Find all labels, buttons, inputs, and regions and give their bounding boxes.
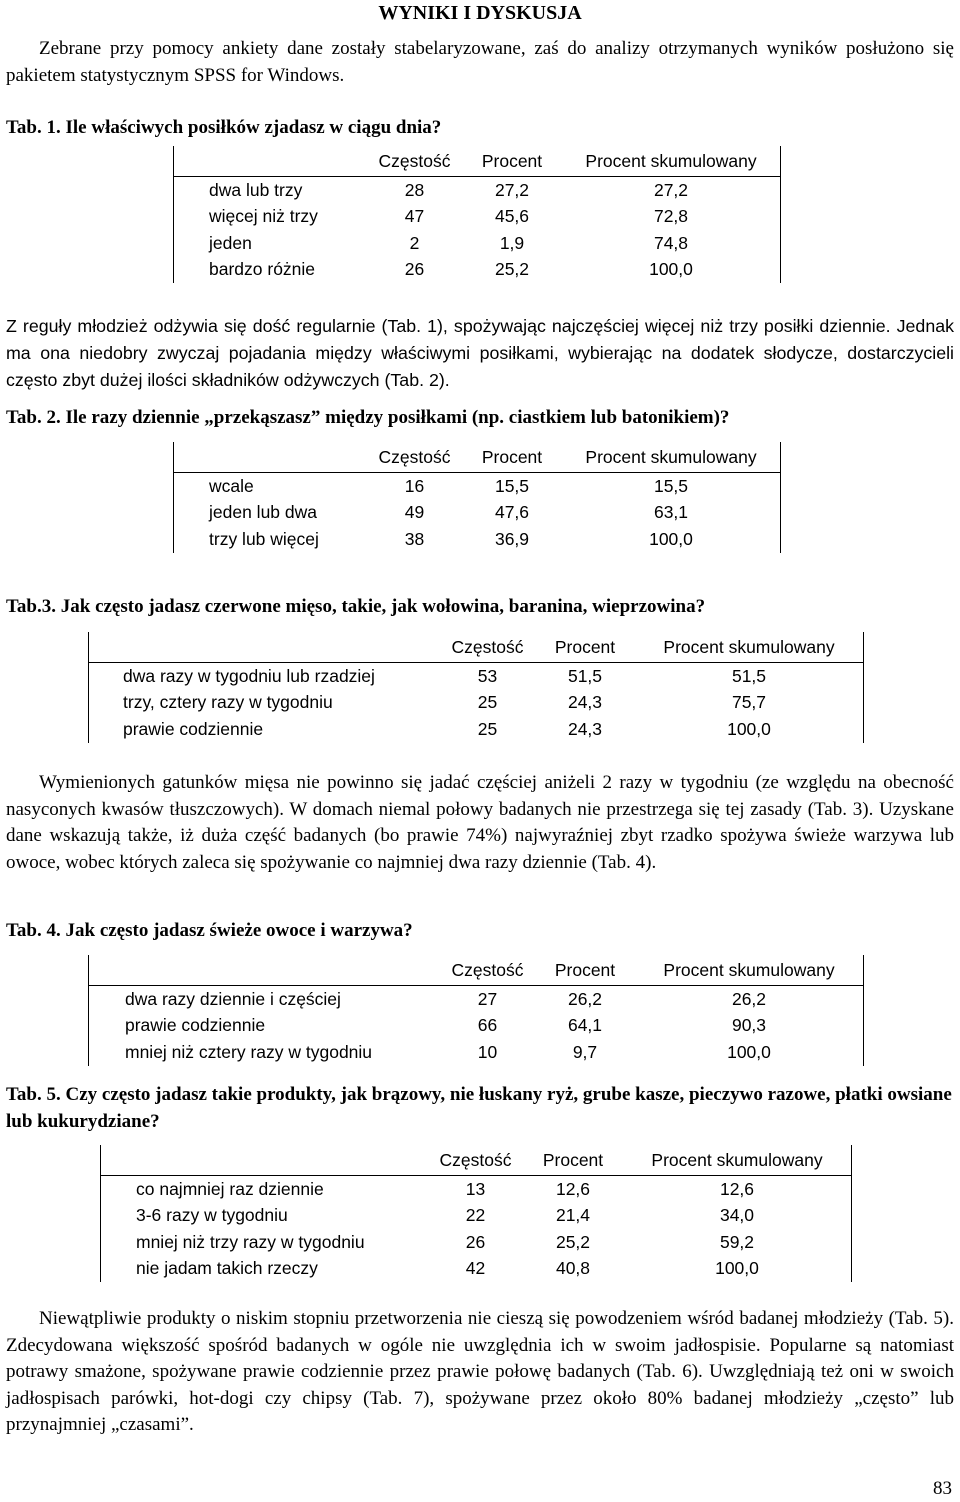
header-frequency: Częstość — [439, 1149, 512, 1170]
paragraph-after-tab1: Z reguły młodzież odżywia się dość regularnie (Tab. 1), spożywając najczęściej więcej niż trzy posiłki dziennie. Jednak ma ona niedobry zwyczaj pojadania między właściwymi posiłkami, wybierając na dodatek słodycze, dostarczycieli często zbyt dużej ilości składników odżywczych (Tab. 2). — [6, 316, 954, 390]
row-cumulative: 34,0 — [623, 1203, 852, 1230]
table-row — [174, 204, 781, 231]
row-cumulative: 100,0 — [635, 1039, 864, 1066]
header-label — [101, 1145, 429, 1176]
row-percent: 25,2 — [494, 259, 530, 280]
row-percent: 24,3 — [567, 692, 603, 713]
row-cumulative: 100,0 — [562, 526, 781, 553]
row-frequency: 49 — [404, 502, 425, 523]
row-percent: 9,7 — [572, 1041, 598, 1062]
header-label — [89, 955, 441, 986]
table-1 — [173, 146, 781, 283]
row-cumulative: 51,5 — [635, 663, 864, 690]
table-row — [89, 986, 864, 1013]
header-frequency: Częstość — [451, 636, 524, 657]
row-label: co najmniej raz dziennie — [101, 1176, 429, 1203]
header-percent: Procent — [481, 150, 543, 171]
row-cumulative: 26,2 — [635, 986, 864, 1013]
row-label: dwa razy dziennie i częściej — [89, 986, 441, 1013]
row-frequency: 27 — [477, 988, 498, 1009]
row-cumulative: 72,8 — [562, 204, 781, 231]
row-label: więcej niż trzy — [174, 204, 368, 231]
header-cumulative: Procent skumulowany — [562, 146, 781, 177]
table-row — [101, 1203, 852, 1230]
row-frequency: 2 — [409, 232, 420, 253]
header-percent: Procent — [542, 1149, 604, 1170]
row-percent: 27,2 — [494, 179, 530, 200]
row-frequency: 38 — [404, 528, 425, 549]
row-frequency: 66 — [477, 1015, 498, 1036]
table-4 — [88, 955, 864, 1066]
table-3 — [88, 632, 864, 743]
row-label: mniej niż trzy razy w tygodniu — [101, 1229, 429, 1256]
row-frequency: 22 — [465, 1205, 486, 1226]
row-frequency: 25 — [477, 692, 498, 713]
row-label: bardzo różnie — [174, 257, 368, 284]
table-row — [89, 1039, 864, 1066]
header-cumulative: Procent skumulowany — [635, 632, 864, 663]
table-row — [101, 1256, 852, 1283]
row-cumulative: 59,2 — [623, 1229, 852, 1256]
row-cumulative: 100,0 — [623, 1256, 852, 1283]
row-label: dwa razy w tygodniu lub rzadziej — [89, 663, 441, 690]
table-row — [89, 690, 864, 717]
row-percent: 36,9 — [494, 528, 530, 549]
row-percent: 15,5 — [494, 475, 530, 496]
row-frequency: 16 — [404, 475, 425, 496]
header-frequency: Częstość — [378, 150, 451, 171]
table-2 — [173, 442, 781, 553]
paragraph-after-tab3: Wymienionych gatunków mięsa nie powinno się jadać częściej aniżeli 2 razy w tygodniu (ze względu na obecność nasyconych kwasów tłuszczowych). W domach niemal połowy badanych nie przestrzega się tej zasady (Tab. 3). Uzyskane dane wskazują także, iż duża część badanych (bo prawie 74%) najwyraźniej zbyt rzadko spożywa świeże warzywa lub owoce, wobec których zaleca się spożywanie co najmniej dwa razy dziennie (Tab. 4). — [6, 772, 954, 873]
row-label: jeden lub dwa — [174, 500, 368, 527]
row-frequency: 42 — [465, 1258, 486, 1279]
row-frequency: 26 — [465, 1231, 486, 1252]
section-heading: WYNIKI I DYSKUSJA — [378, 2, 582, 24]
row-frequency: 53 — [477, 665, 498, 686]
table-row — [174, 500, 781, 527]
table-row — [174, 230, 781, 257]
row-frequency: 10 — [477, 1041, 498, 1062]
row-percent: 25,2 — [555, 1231, 591, 1252]
header-cumulative: Procent skumulowany — [635, 955, 864, 986]
header-frequency: Częstość — [378, 446, 451, 467]
table-row — [89, 1013, 864, 1040]
row-percent: 1,9 — [499, 232, 525, 253]
row-percent: 64,1 — [567, 1015, 603, 1036]
table-row — [174, 257, 781, 284]
row-percent: 21,4 — [555, 1205, 591, 1226]
header-label — [174, 442, 368, 473]
row-label: nie jadam takich rzeczy — [101, 1256, 429, 1283]
header-percent: Procent — [481, 446, 543, 467]
table-row — [101, 1229, 852, 1256]
table-3-caption: Tab.3. Jak często jadasz czerwone mięso, takie, jak wołowina, baranina, wieprzowina? — [6, 596, 706, 617]
row-label: trzy, cztery razy w tygodniu — [89, 690, 441, 717]
row-cumulative: 12,6 — [623, 1176, 852, 1203]
row-label: dwa lub trzy — [174, 177, 368, 204]
row-frequency: 25 — [477, 718, 498, 739]
header-label — [174, 146, 368, 177]
row-percent: 40,8 — [555, 1258, 591, 1279]
table-row — [89, 663, 864, 690]
row-label: trzy lub więcej — [174, 526, 368, 553]
row-frequency: 28 — [404, 179, 425, 200]
row-cumulative: 75,7 — [635, 690, 864, 717]
table-1-caption: Tab. 1. Ile właściwych posiłków zjadasz w ciągu dnia? — [6, 117, 442, 138]
row-frequency: 26 — [404, 259, 425, 280]
row-frequency: 13 — [465, 1178, 486, 1199]
row-frequency: 47 — [404, 206, 425, 227]
row-cumulative: 100,0 — [635, 716, 864, 743]
row-label: jeden — [174, 230, 368, 257]
row-label: prawie codziennie — [89, 716, 441, 743]
row-label: wcale — [174, 473, 368, 500]
header-cumulative: Procent skumulowany — [623, 1145, 852, 1176]
row-label: prawie codziennie — [89, 1013, 441, 1040]
table-row — [89, 716, 864, 743]
table-row — [174, 473, 781, 500]
table-row — [174, 526, 781, 553]
page-number: 83 — [933, 1478, 952, 1499]
intro-paragraph: Zebrane przy pomocy ankiety dane zostały stabelaryzowane, zaś do analizy otrzymanych wyników posłużono się pakietem statystycznym SPSS for Windows. — [6, 38, 954, 86]
row-cumulative: 100,0 — [562, 257, 781, 284]
row-percent: 47,6 — [494, 502, 530, 523]
row-percent: 45,6 — [494, 206, 530, 227]
row-percent: 51,5 — [567, 665, 603, 686]
row-cumulative: 74,8 — [562, 230, 781, 257]
row-percent: 12,6 — [555, 1178, 591, 1199]
row-percent: 24,3 — [567, 718, 603, 739]
row-label: 3-6 razy w tygodniu — [101, 1203, 429, 1230]
header-percent: Procent — [554, 959, 616, 980]
table-row — [174, 177, 781, 204]
header-cumulative: Procent skumulowany — [562, 442, 781, 473]
header-frequency: Częstość — [451, 959, 524, 980]
row-percent: 26,2 — [567, 988, 603, 1009]
row-cumulative: 63,1 — [562, 500, 781, 527]
row-cumulative: 15,5 — [562, 473, 781, 500]
table-5 — [100, 1145, 852, 1282]
row-label: mniej niż cztery razy w tygodniu — [89, 1039, 441, 1066]
paragraph-after-tab5: Niewątpliwie produkty o niskim stopniu przetworzenia nie cieszą się powodzeniem wśród badanej młodzieży (Tab. 5). Zdecydowana większość spośród badanych w ogóle nie uwzględnia ich w swoim jadłospisie. Popularne są natomiast potrawy smażone, spożywane prawie codziennie przez prawie połowę badanych (Tab. 6). Uwzględniają też oni w swoich jadłospisach parówki, hot-dogi czy chipsy (Tab. 7), spożywane przez około 80% badanej młodzieży „często” lub przynajmniej „czasami”. — [6, 1308, 954, 1435]
row-cumulative: 90,3 — [635, 1013, 864, 1040]
row-cumulative: 27,2 — [562, 177, 781, 204]
header-percent: Procent — [554, 636, 616, 657]
table-2-caption: Tab. 2. Ile razy dziennie „przekąszasz” między posiłkami (np. ciastkiem lub batonikiem)? — [6, 407, 730, 428]
table-row — [101, 1176, 852, 1203]
table-4-caption: Tab. 4. Jak często jadasz świeże owoce i warzywa? — [6, 920, 413, 941]
header-label — [89, 632, 441, 663]
table-5-caption: Tab. 5. Czy często jadasz takie produkty, jak brązowy, nie łuskany ryż, grube kasze, pieczywo razowe, płatki owsiane lub kukurydziane? — [6, 1084, 952, 1132]
